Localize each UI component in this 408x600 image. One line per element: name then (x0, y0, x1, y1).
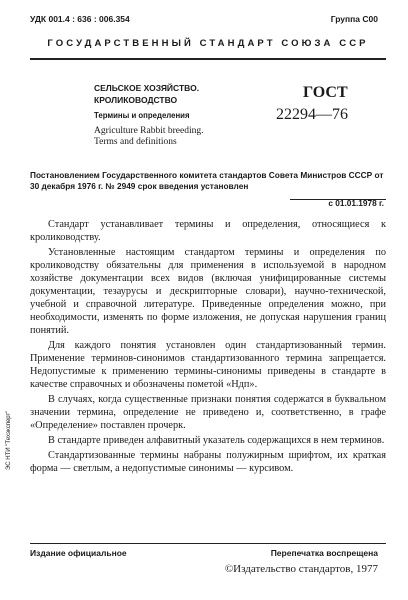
udk-code: УДК 001.4 : 636 : 006.354 (30, 14, 130, 24)
body-text (30, 218, 386, 477)
gost-label: ГОСТ (303, 84, 348, 101)
title-en-line1: Agriculture Rabbit breeding. (94, 126, 204, 136)
body-paragraph: В случаях, когда существенные признаки понятия содержатся в буквальном значении термина, определение не приведено и, соответственно, в графе «Определение» поставлен прочерк. (30, 394, 386, 431)
standard-title-en (94, 126, 203, 148)
header-divider (30, 58, 386, 60)
body-paragraph: Стандарт устанавливает термины и определения, относящиеся к кролиководству. (30, 219, 386, 243)
body-paragraph: Установленные настоящим стандартом термины и определения по кролиководству обязательны для применения в используемой в народном хозяйстве документации всех видов (включая унифицированные системы документации, тезаурусы и дескрипторные словари), научно-технической, учебной и справочной литературе. Приведенные определения можно, при необходимости, изменять по форме изложения, не допуская нарушения границ понятий. (30, 247, 386, 336)
body-paragraph: Для каждого понятия установлен один стандартизованный термин. Применение терминов-синонимов стандартизованного термина запрещается. Недопустимые к применению термины-синонимы приведены в стандарте в качестве справочных и обозначены пометой «Ндп». (30, 340, 386, 390)
footer-divider (30, 543, 386, 544)
reprint-notice: Перепечатка воспрещена (270, 548, 378, 558)
effective-date: с 01.01.1978 г. (328, 198, 384, 208)
body-paragraph: В стандарте приведен алфавитный указатель содержащихся в нем терминов. (48, 435, 385, 446)
group-code: Группа С00 (330, 14, 378, 24)
state-standard-title: ГОСУДАРСТВЕННЫЙ СТАНДАРТ СОЮЗА ССР (47, 38, 369, 49)
title-ru-line1: СЕЛЬСКОЕ ХОЗЯЙСТВО. (94, 83, 200, 93)
body-paragraph: Стандартизованные термины набраны полужирным шрифтом, их краткая форма — светлым, а недопустимые синонимы — курсивом. (30, 450, 386, 474)
title-en-line2: Terms and definitions (94, 137, 177, 147)
standard-subtitle-ru: Термины и определения (94, 111, 190, 120)
side-watermark (0, 370, 30, 480)
edition-label: Издание официальное (30, 548, 127, 558)
side-watermark-text: ЭС НТИ "Техэксперт" (6, 410, 12, 470)
publisher-copyright: ©Издательство стандартов, 1977 (224, 563, 378, 575)
standard-title-ru (94, 82, 199, 106)
decree-text: Постановлением Государственного комитета стандартов Совета Министров СССР от 30 декабря 1976 г. № 2949 срок введения установлен (30, 170, 384, 191)
title-ru-line2: КРОЛИКОВОДСТВО (94, 95, 178, 105)
gost-number: 22294—76 (276, 106, 348, 123)
